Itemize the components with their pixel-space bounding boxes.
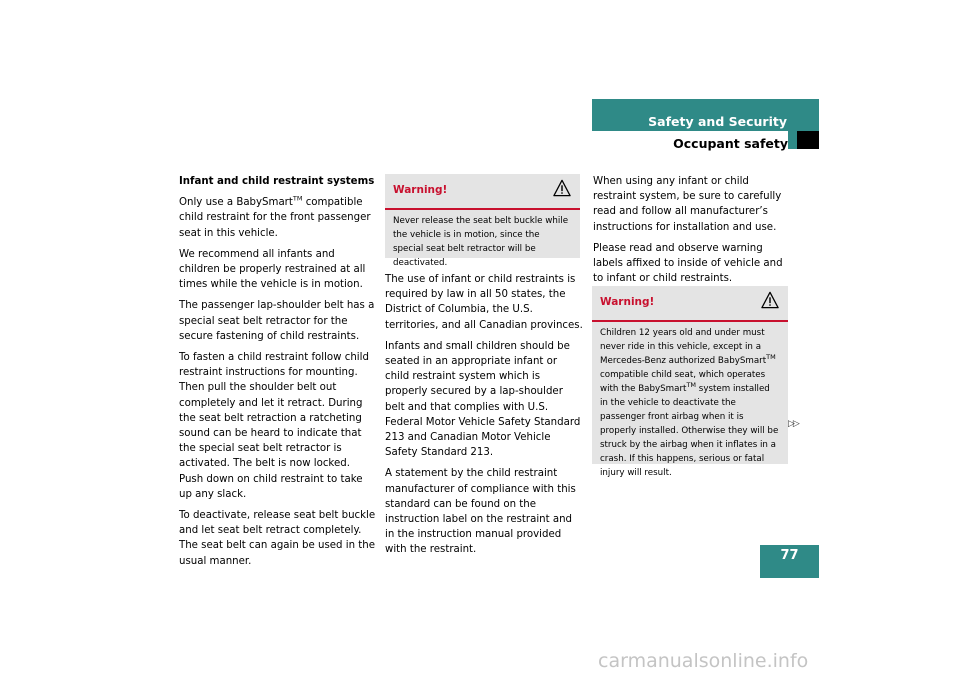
column-right bbox=[593, 174, 791, 292]
warning-box-buckle bbox=[385, 174, 580, 268]
paragraph-law: The use of infant or child restraints is required by law in all 50 states, the District of Columbia, the U.S. territories, and all Canadian provinces. bbox=[385, 274, 583, 331]
warning-box-children bbox=[592, 286, 788, 478]
warning-text: Children 12 years old and under must never ride in this vehicle, except in a Mercedes-Benz authorized BabySmart™ compatible child seat, which operates with the BabySmart™ system installed in the vehicle to deactivate the passenger front airbag when it is properly installed. Otherwise they will be struck by the airbag when it inflates in a crash. If this happens, serious or fatal injury will result. bbox=[600, 328, 779, 478]
column-left bbox=[179, 174, 377, 575]
paragraph-babysmart: Only use a BabySmart™ compatible child restraint for the front passenger seat in this vehicle. bbox=[179, 194, 371, 239]
warning-title: Warning! bbox=[600, 296, 655, 308]
watermark: carmanualsonline.info bbox=[598, 650, 809, 672]
subsection-bar bbox=[592, 131, 788, 150]
warning-header bbox=[385, 174, 580, 210]
subsection-title: Occupant safety bbox=[673, 136, 788, 151]
column-middle bbox=[385, 272, 583, 564]
warning-header bbox=[592, 286, 788, 322]
paragraph-deactivate: To deactivate, release seat belt buckle and let seat belt retract completely. The seat belt can again be used in the usual manner. bbox=[179, 510, 376, 567]
paragraph-recommend: We recommend all infants and children be properly restrained at all times while the vehicle is in motion. bbox=[179, 248, 366, 291]
paragraph-labels: Please read and observe warning labels affixed to inside of vehicle and to infant or child restraints. bbox=[593, 242, 783, 285]
section-title: Safety and Security bbox=[648, 114, 787, 129]
warning-title: Warning! bbox=[393, 184, 448, 196]
warning-text: Never release the seat belt buckle while the vehicle is in motion, since the special seat belt retractor will be deactivated. bbox=[393, 216, 569, 268]
paragraph-instructions: When using any infant or child restraint system, be sure to carefully read and follow all manufacturer’s instructions for installation and use. bbox=[593, 176, 782, 233]
continued-arrow-icon: ▷▷ bbox=[788, 419, 798, 429]
section-heading: Infant and child restraint systems bbox=[179, 176, 375, 187]
paragraph-statement: A statement by the child restraint manufacturer of compliance with this standard can be found on the instruction label on the restraint and in the instruction manual provided with the restraint. bbox=[385, 468, 576, 556]
paragraph-seating: Infants and small children should be seated in an appropriate infant or child restraint system which is properly secured by a lap-shoulder belt and that complies with U.S. Federal Motor Vehicle Safety Standard 213 and Canadian Motor Vehicle Safety Standard 213. bbox=[385, 340, 581, 459]
warning-triangle-icon bbox=[761, 291, 779, 309]
warning-triangle-icon bbox=[553, 179, 571, 197]
paragraph-retractor: The passenger lap-shoulder belt has a special seat belt retractor for the secure fastening of child restraints. bbox=[179, 300, 375, 342]
paragraph-fasten: To fasten a child restraint follow child restraint instructions for mounting. Then pull the shoulder belt out completely and let it retract. During the seat belt retraction a ratcheting sound can be heard to indicate that the special seat belt retractor is activated. The belt is now locked. Push down on child restraint to take up any slack. bbox=[179, 352, 369, 500]
page-number: 77 bbox=[760, 545, 819, 578]
section-marker bbox=[797, 131, 819, 149]
